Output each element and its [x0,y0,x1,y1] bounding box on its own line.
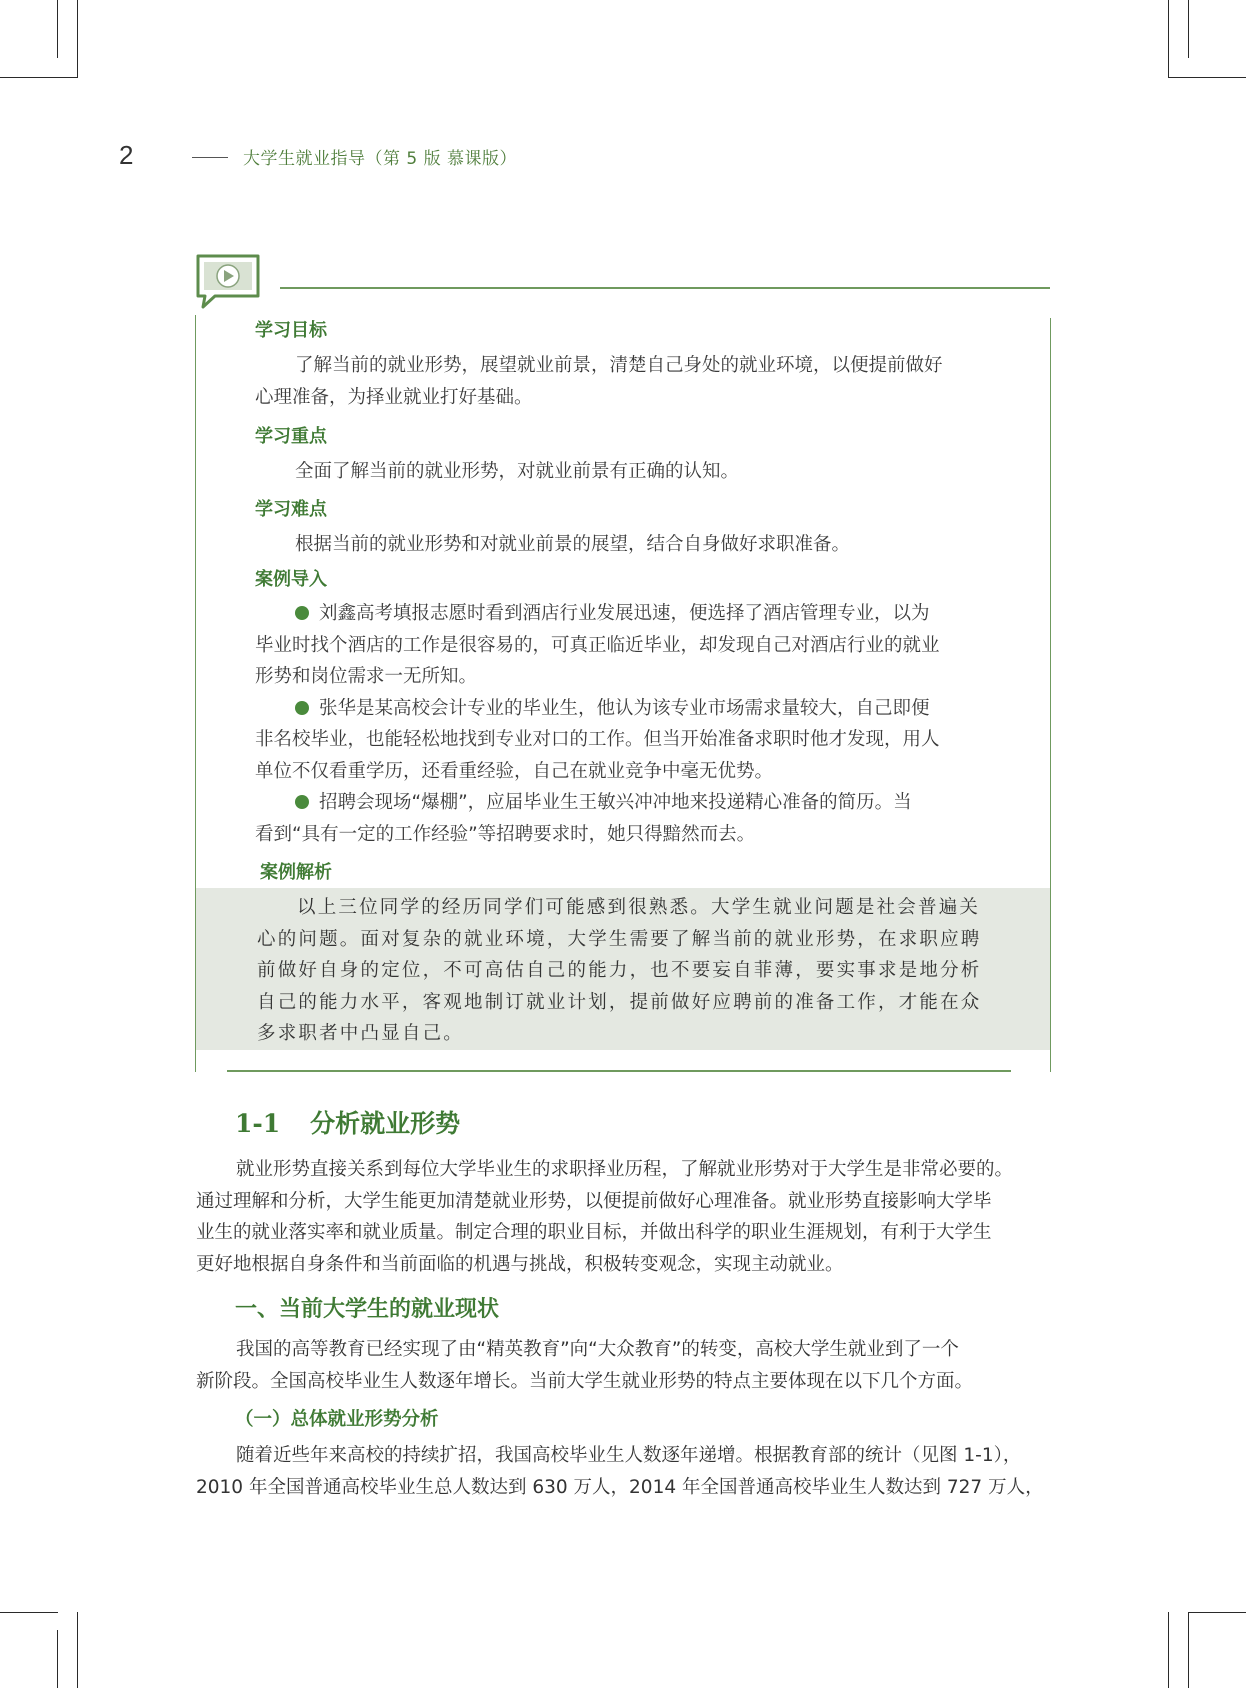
running-title: 大学生就业指导（第 5 版 慕课版） [243,149,518,169]
learning-difficulty-title: 学习难点 [255,499,327,520]
case-line: 张华是某高校会计专业的毕业生，他认为该专业市场需求量较大，自己即便 [319,697,930,719]
section-number: 1-1 [235,1109,281,1138]
learning-goal-title: 学习目标 [255,320,327,341]
case-item [255,787,995,850]
case-line: 看到“具有一定的工作经验”等招聘要求时，她只得黯然而去。 [255,823,756,845]
crop-mark [77,1612,78,1688]
analysis-line: 自己的能力水平，客观地制订就业计划，提前做好应聘前的准备工作，才能在众 [257,991,982,1013]
body-line: 我国的高等教育已经实现了由“精英教育”向“大众教育”的转变，高校大学生就业到了一个 [236,1339,959,1360]
case-line: 招聘会现场“爆棚”，应届毕业生王敏兴冲冲地来投递精心准备的简历。当 [319,792,912,813]
analysis-line: 以上三位同学的经历同学们可能感到很熟悉。大学生就业问题是社会普遍关 [297,897,981,918]
crop-mark [77,0,78,78]
case-analysis-title: 案例解析 [260,862,332,883]
learning-goal-text [255,350,995,413]
subsection-text [196,1334,1052,1397]
crop-mark [1168,77,1246,78]
body-line: 2010 年全国普通高校毕业生总人数达到 630 万人，2014 年全国普通高校毕业生人数达到 727 万人， [196,1476,1044,1498]
analysis-line: 前做好自身的定位，不可高估自己的能力，也不要妄自菲薄，要实事求是地分析 [257,960,982,981]
body-line: 通过理解和分析，大学生能更加清楚就业形势，以便提前做好心理准备。就业形势直接影响大学毕 [196,1190,992,1212]
analysis-line: 多求职者中凸显自己。 [257,1023,465,1044]
analysis-line: 心的问题。面对复杂的就业环境，大学生需要了解当前的就业形势，在求职应聘 [257,928,982,950]
page-number: 2 [119,140,134,170]
learning-goal-line: 心理准备，为择业就业打好基础。 [255,386,533,408]
box-bottom-rule [227,1070,1011,1072]
case-line: 刘鑫高考填报志愿时看到酒店行业发展迅速，便选择了酒店管理专业，以为 [319,603,930,624]
case-intro-title: 案例导入 [255,569,327,590]
learning-focus-title: 学习重点 [255,426,327,447]
case-intro-list [255,598,995,850]
body-line: 业生的就业落实率和就业质量。制定合理的职业目标，并做出科学的职业生涯规划，有利于大学生 [196,1222,992,1243]
video-play-icon[interactable] [195,253,261,309]
section-intro [196,1154,1052,1280]
learning-goal-line: 了解当前的就业形势，展望就业前景，清楚自己身处的就业环境，以便提前做好 [295,355,943,376]
bullet-icon [295,795,309,809]
case-item [255,693,995,788]
crop-mark [1168,1612,1169,1688]
body-line: 新阶段。全国高校毕业生人数逐年增长。当前大学生就业形势的特点主要体现在以下几个方面。 [196,1370,974,1392]
case-analysis-text [257,892,1017,1050]
case-item [255,598,995,693]
header-rule [192,157,228,158]
crop-mark [1188,1612,1189,1688]
section-heading [235,1104,460,1140]
case-line: 非名校毕业，也能轻松地找到专业对口的工作。但当开始准备求职时他才发现，用人 [255,729,940,750]
case-line: 形势和岗位需求一无所知。 [255,666,478,687]
subsubsection-heading: （一）总体就业形势分析 [235,1409,439,1430]
box-right-rule [1050,318,1051,1072]
crop-mark [57,1630,58,1688]
case-line: 单位不仅看重学历，还看重经验，自己在就业竞争中毫无优势。 [255,760,774,782]
box-top-rule [280,287,1050,289]
crop-mark [1188,0,1189,58]
body-line: 就业形势直接关系到每位大学毕业生的求职择业历程，了解就业形势对于大学生是非常必要的。 [236,1159,1014,1180]
bullet-icon [295,606,309,620]
body-line: 更好地根据自身条件和当前面临的机遇与挑战，积极转变观念，实现主动就业。 [196,1253,844,1275]
subsubsection-text [196,1440,1052,1503]
subsection-heading: 一、当前大学生的就业现状 [235,1296,500,1322]
crop-mark [1188,1612,1246,1613]
crop-mark [1168,0,1169,78]
learning-difficulty-text: 根据当前的就业形势和对就业前景的展望，结合自身做好求职准备。 [295,534,851,555]
crop-mark [0,77,78,78]
bullet-icon [295,701,309,715]
crop-mark [0,1612,58,1613]
body-line: 随着近些年来高校的持续扩招，我国高校毕业生人数逐年递增。根据教育部的统计（见图 1-1）， [236,1445,1022,1466]
learning-focus-text: 全面了解当前的就业形势，对就业前景有正确的认知。 [295,461,740,482]
section-title: 分析就业形势 [310,1109,461,1138]
crop-mark [57,0,58,58]
case-line: 毕业时找个酒店的工作是很容易的，可真正临近毕业，却发现自己对酒店行业的就业 [255,634,940,656]
